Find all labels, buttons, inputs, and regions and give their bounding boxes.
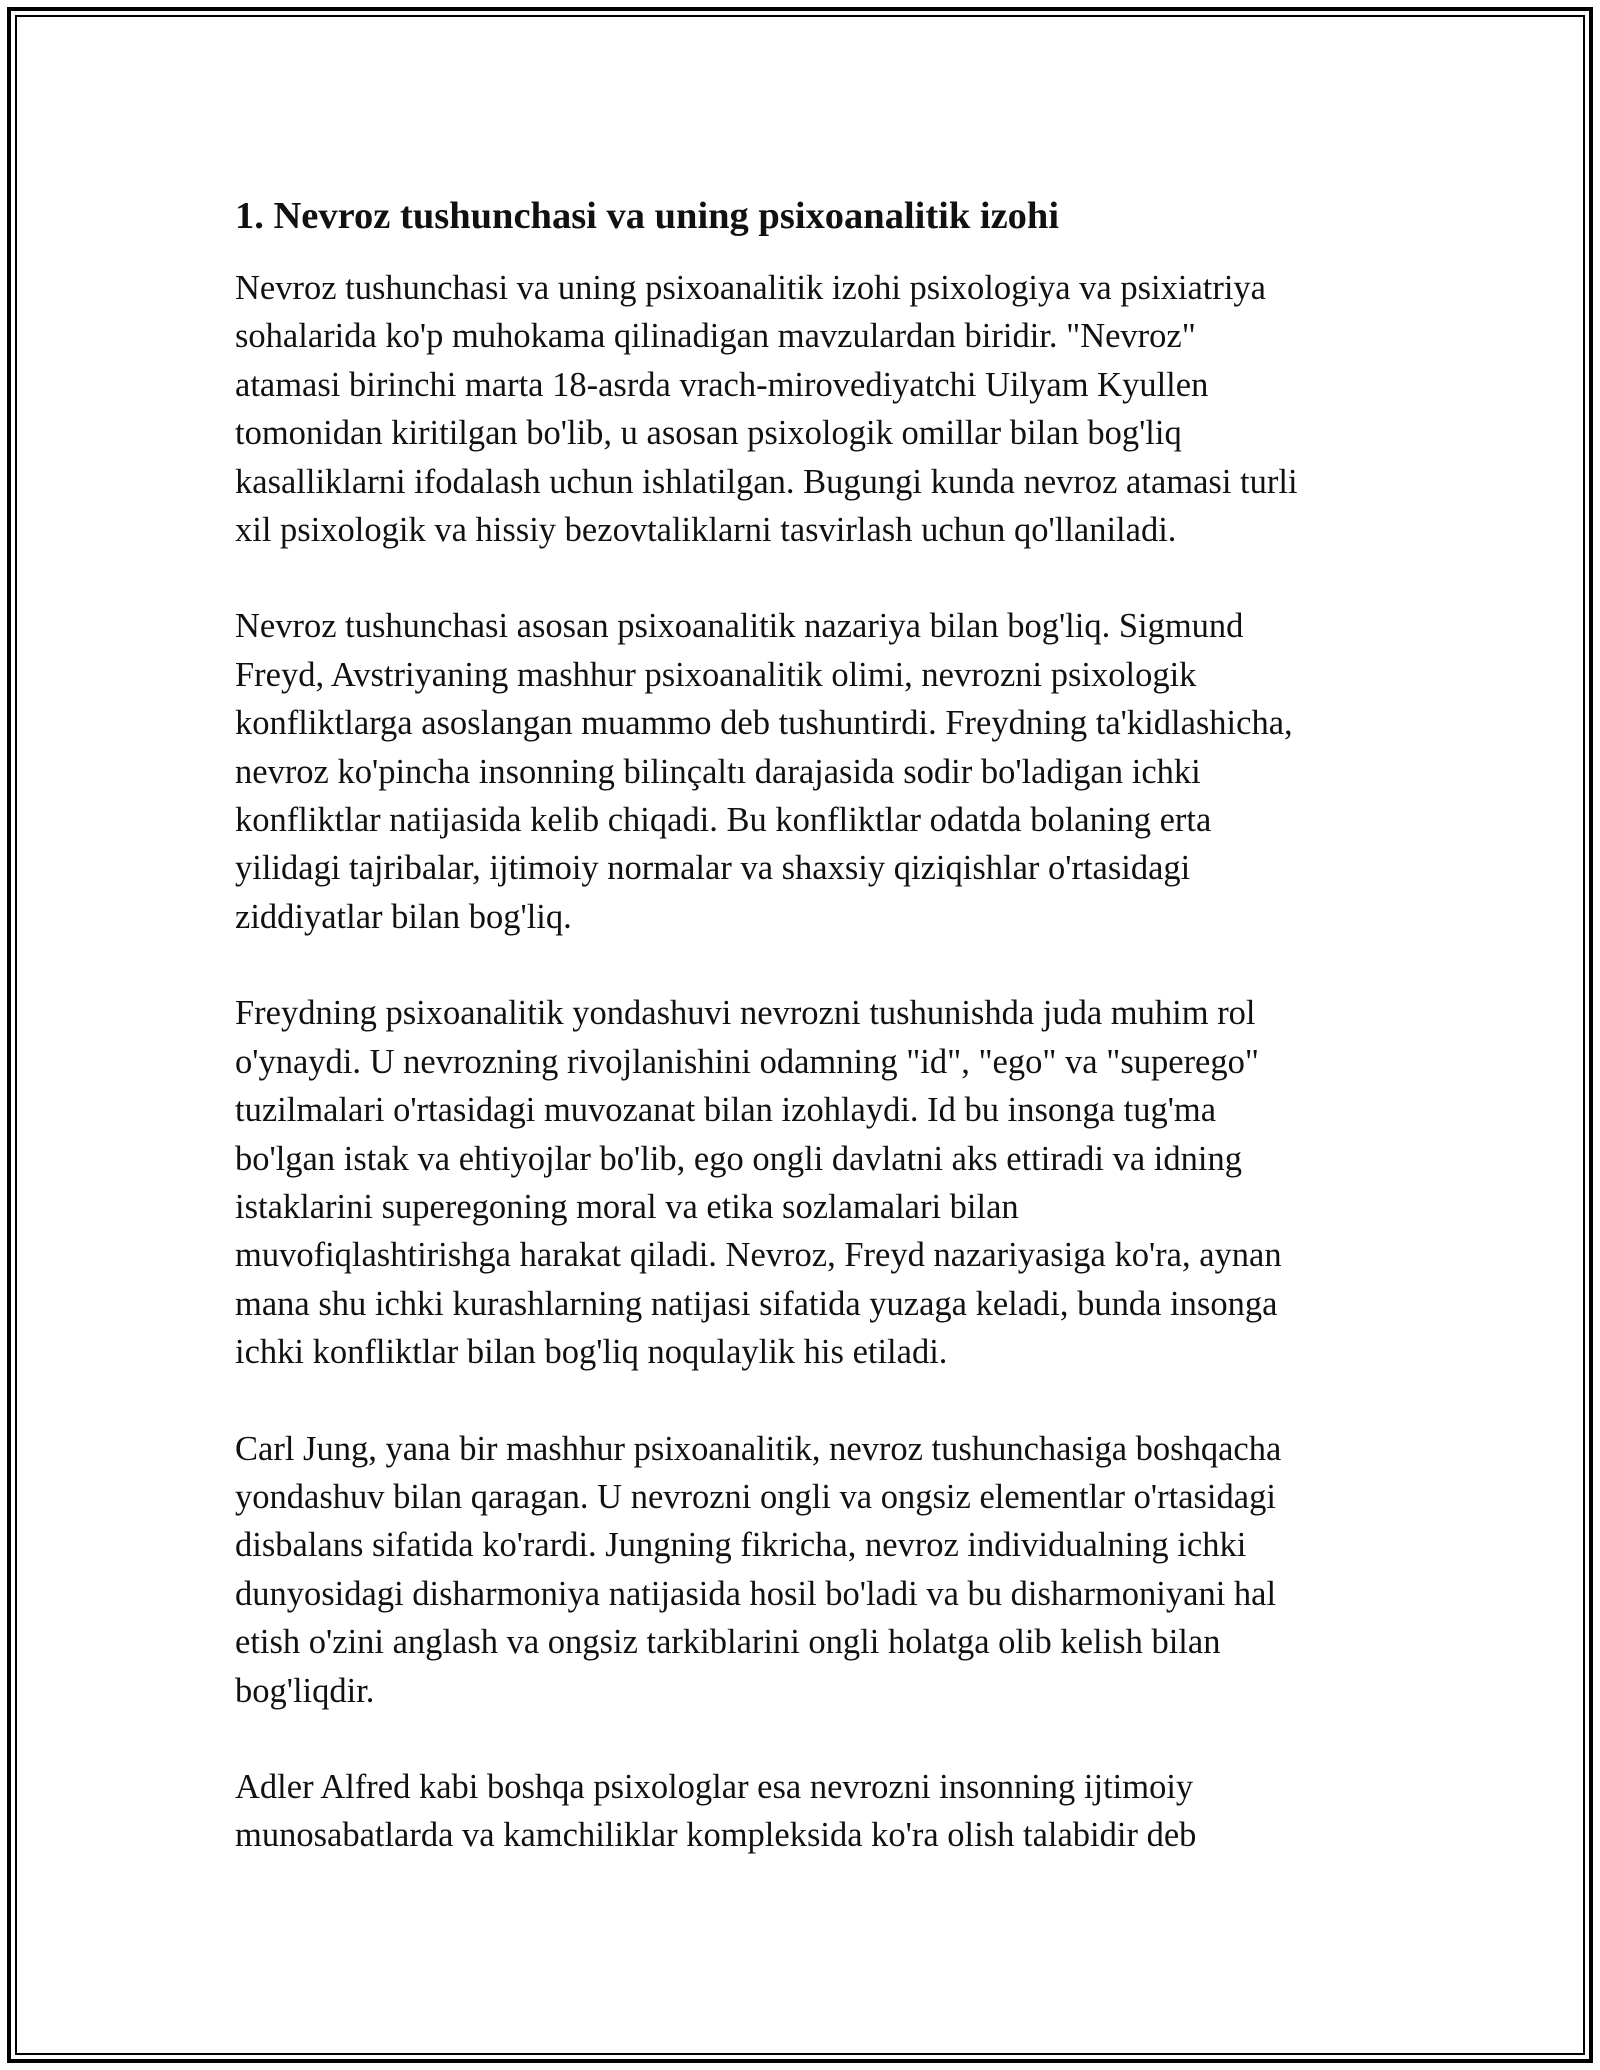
text-line: atamasi birinchi marta 18-asrda vrach-mirovediyatchi Uilyam Kyullen (235, 365, 1209, 404)
text-line: istaklarini superegoning moral va etika sozlamalari bilan (235, 1187, 1019, 1226)
text-line: xil psixologik va hissiy bezovtaliklarni tasvirlash uchun qo'llaniladi. (235, 511, 1177, 550)
text-line: Nevroz tushunchasi asosan psixoanalitik nazariya bilan bog'liq. Sigmund (235, 607, 1244, 646)
text-line: Adler Alfred kabi boshqa psixologlar esa nevrozni insonning ijtimoiy (235, 1767, 1194, 1806)
paragraph-1 (235, 264, 1375, 554)
text-line: etish o'zini anglash va ongsiz tarkiblarini ongli holatga olib kelish bilan (235, 1623, 1221, 1662)
section-heading: 1. Nevroz tushunchasi va uning psixoanalitik izohi (235, 195, 1060, 237)
document-body (235, 186, 1375, 1908)
text-line: yilidagi tajribalar, ijtimoiy normalar va shaxsiy qiziqishlar o'rtasidagi (235, 849, 1191, 888)
text-line: muvofiqlashtirishga harakat qiladi. Nevroz, Freyd nazariyasiga ko'ra, aynan (235, 1236, 1282, 1275)
text-line: munosabatlarda va kamchiliklar kompleksida ko'ra olish talabidir deb (235, 1816, 1197, 1855)
text-line: konfliktlar natijasida kelib chiqadi. Bu konfliktlar odatda bolaning erta (235, 801, 1212, 840)
text-line: Carl Jung, yana bir mashhur psixoanalitik, nevroz tushunchasiga boshqacha (235, 1429, 1282, 1468)
text-line: Freydning psixoanalitik yondashuvi nevrozni tushunishda juda muhim rol (235, 994, 1256, 1033)
text-line: tomonidan kiritilgan bo'lib, u asosan psixologik omillar bilan bog'liq (235, 414, 1182, 453)
text-line: sohalarida ko'p muhokama qilinadigan mavzulardan biridir. "Nevroz" (235, 317, 1196, 356)
paragraph-2 (235, 602, 1375, 941)
text-line: ziddiyatlar bilan bog'liq. (235, 897, 572, 936)
paragraph-3 (235, 989, 1375, 1376)
text-line: ichki konfliktlar bilan bog'liq noqulaylik his etiladi. (235, 1333, 948, 1372)
text-line: Freyd, Avstriyaning mashhur psixoanalitik olimi, nevrozni psixologik (235, 655, 1197, 694)
text-line: mana shu ichki kurashlarning natijasi sifatida yuzaga keladi, bunda insonga (235, 1284, 1278, 1323)
text-line: yondashuv bilan qaragan. U nevrozni ongli va ongsiz elementlar o'rtasidagi (235, 1477, 1276, 1516)
text-line: disbalans sifatida ko'rardi. Jungning fikricha, nevroz individualning ichki (235, 1526, 1247, 1565)
text-line: konfliktlarga asoslangan muammo deb tushuntirdi. Freydning ta'kidlashicha, (235, 704, 1293, 743)
paragraph-5 (235, 1763, 1375, 1860)
text-line: kasalliklarni ifodalash uchun ishlatilgan. Bugungi kunda nevroz atamasi turli (235, 462, 1298, 501)
text-line: nevroz ko'pincha insonning bilinçaltı darajasida sodir bo'ladigan ichki (235, 752, 1201, 791)
text-line: dunyosidagi disharmoniya natijasida hosil bo'ladi va bu disharmoniyani hal (235, 1574, 1277, 1613)
paragraph-4 (235, 1425, 1375, 1715)
text-line: bog'liqdir. (235, 1671, 375, 1710)
text-line: bo'lgan istak va ehtiyojlar bo'lib, ego ongli davlatni aks ettiradi va idning (235, 1139, 1242, 1178)
text-line: Nevroz tushunchasi va uning psixoanalitik izohi psixologiya va psixiatriya (235, 269, 1266, 307)
text-line: tuzilmalari o'rtasidagi muvozanat bilan izohlaydi. Id bu insonga tug'ma (235, 1091, 1217, 1130)
text-line: o'ynaydi. U nevrozning rivojlanishini odamning "id", "ego" va "superego" (235, 1042, 1259, 1081)
